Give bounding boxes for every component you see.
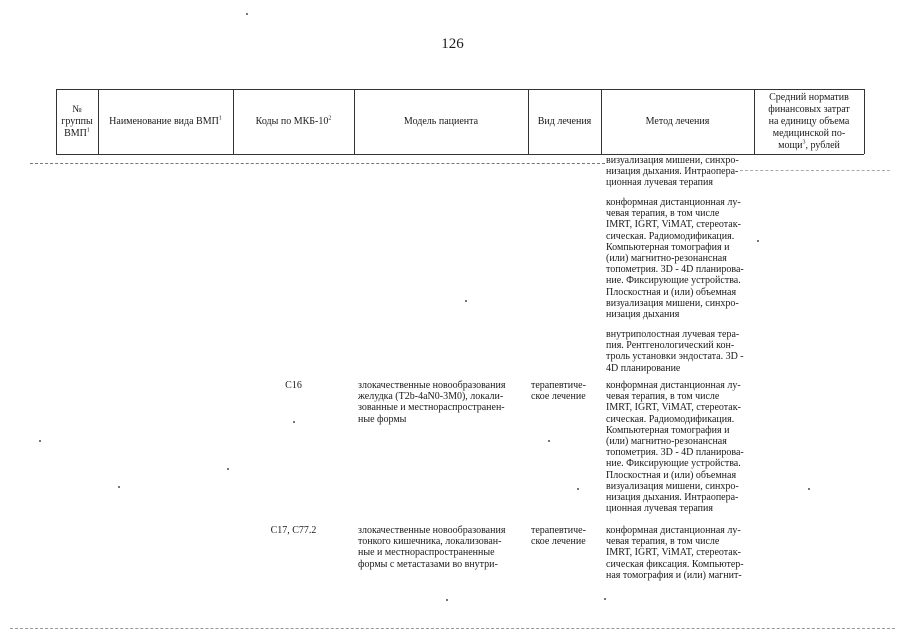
scan-speck (118, 486, 120, 488)
scan-speck (227, 468, 229, 470)
header-treatment-type: Вид лечения (537, 115, 592, 127)
scan-artifact-line (30, 163, 605, 164)
header-treatment-method: Метод лечения (645, 115, 710, 127)
header-group-line: ВМП$^1$ (64, 127, 90, 139)
scan-speck (465, 300, 467, 302)
scan-speck (757, 240, 759, 242)
header-cost-line: Средний норматив (769, 91, 849, 103)
header-vmp-name: Наименование вида ВМП$^1$ (109, 115, 222, 127)
header-average-cost (754, 89, 864, 154)
row-treatment-method: конформная дистанционная лу- чевая терапия, в том числе IMRT, IGRT, ViMAT, стереотак- сическая фиксация. Компьютер- ная томография и (или) магнит- (606, 525, 744, 581)
scan-speck (446, 599, 448, 601)
scan-speck (246, 13, 248, 15)
header-cost-line: финансовых затрат (768, 103, 850, 115)
footnote-marker: 1 (218, 115, 222, 122)
row-treatment-method: конформная дистанционная лу- чевая терапия, в том числе IMRT, IGRT, ViMAT, стереотак- сическая. Радиомодификация. Компьютерная томография и (или) магнитно-резонансная топометрия. 3D - 4D планирова- ние. Фиксирующие устройства. Плоскостная и (или) объемная визуализация мишени, синхро- низация дыхания. Интраопера- ционная лучевая терапия (606, 380, 744, 515)
row-icd-code: C16 (285, 380, 302, 391)
scan-artifact-line (10, 628, 895, 629)
scan-speck (548, 440, 550, 442)
method-continued-block: визуализация мишени, синхро- низация дыхания. Интраопера- ционная лучевая терапия (606, 155, 739, 189)
page-number: 126 (441, 36, 464, 52)
method-block: конформная дистанционная лу- чевая терапия, в том числе IMRT, IGRT, ViMAT, стереотак- сическая. Радиомодификация. Компьютерная томография и (или) магнитно-резонансная топометрия. 3D - 4D планирова- ние. Фиксирующие устройства. Плоскостная и (или) объемная визуализация мишени, синхро- низация дыхания (606, 197, 744, 321)
row-icd-code: C17, C77.2 (270, 525, 317, 536)
header-cost-line: мощи$^3$, рублей (778, 139, 840, 151)
scan-artifact-line (740, 170, 890, 171)
row-patient-model: злокачественные новообразования тонкого кишечника, локализован- ные и местнораспространенные формы с метастазами во внутри- (358, 525, 506, 570)
header-patient-model: Модель пациента (403, 115, 479, 127)
header-group-line: № (72, 103, 82, 115)
scan-speck (577, 488, 579, 490)
row-patient-model: злокачественные новообразования желудка (T2b-4aN0-3M0), локали- зованные и местнораспространен- ные формы (358, 380, 506, 425)
scan-speck (293, 421, 295, 423)
column-divider (864, 89, 865, 154)
method-block: внутриполостная лучевая тера- пия. Рентгенологический кон- троль установки эндостата. 3D - 4D планирование (606, 329, 744, 374)
footnote-marker: 1 (86, 127, 90, 134)
footnote-marker: 2 (328, 115, 332, 122)
scan-speck (604, 598, 606, 600)
scan-speck (808, 488, 810, 490)
row-treatment-type: терапевтиче- ское лечение (531, 380, 586, 403)
header-group-number (56, 89, 98, 154)
header-cost-line: медицинской по- (772, 127, 846, 139)
header-icd-codes: Коды по МКБ-$10^2$ (255, 115, 332, 127)
row-treatment-type: терапевтиче- ское лечение (531, 525, 586, 548)
header-cost-line: на единицу объема (768, 115, 850, 127)
header-group-line: группы (61, 115, 93, 127)
scan-speck (39, 440, 41, 442)
footnote-marker: 3 (802, 139, 806, 146)
